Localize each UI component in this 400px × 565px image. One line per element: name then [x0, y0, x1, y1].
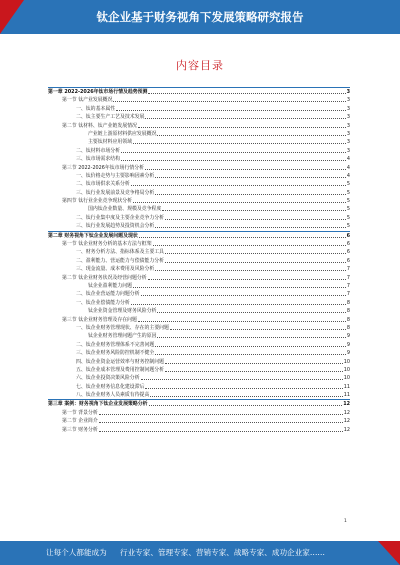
toc-leader-dots: [145, 113, 345, 119]
toc-entry-page: 7: [346, 282, 350, 289]
toc-leader-dots: [155, 222, 346, 228]
toc-entry[interactable]: [48, 113, 350, 121]
toc-entry-label: 二、钛材料市场分析: [76, 147, 121, 154]
toc-leader-dots: [139, 232, 346, 238]
toc-entry[interactable]: [48, 189, 350, 197]
toc-leader-dots: [155, 189, 346, 195]
toc-leader-dots: [165, 257, 346, 263]
toc-entry-label: 六、钛企业投资决策风险分析: [76, 375, 140, 382]
toc-leader-dots: [131, 180, 346, 186]
toc-entry-label: 二、钛主要生产工艺及技术发展: [76, 114, 145, 121]
footer-slogan: 让每个人都能成为: [46, 548, 107, 557]
toc-entry[interactable]: [48, 180, 350, 188]
toc-leader-dots: [157, 130, 345, 136]
toc-entry-page: 12: [343, 426, 350, 433]
toc-leader-dots: [149, 400, 343, 406]
toc-entry-label: 第三节 财务分析: [62, 426, 98, 433]
toc-entry-page: 5: [346, 214, 350, 221]
toc-leader-dots: [155, 341, 346, 347]
toc-entry[interactable]: [48, 240, 350, 248]
toc-leader-dots: [99, 426, 343, 432]
toc-leader-dots: [148, 274, 346, 280]
toc-entry-label: 一、钛企业偿债能力分析: [76, 299, 130, 306]
toc-entry[interactable]: [48, 257, 350, 265]
toc-entry-page: 12: [343, 401, 350, 408]
toc-entry[interactable]: [48, 231, 350, 240]
toc-entry-label: 五、钛企业成本管理及费用控制问题分析: [76, 366, 165, 373]
toc-leader-dots: [157, 332, 345, 338]
toc-leader-dots: [162, 205, 346, 211]
toc-entry-label: 第三节 2022-2026年钛市场行情分析: [62, 164, 145, 171]
toc-entry-page: 4: [346, 156, 350, 163]
toc-entry-label: 二、钛市场供求关系分析: [76, 181, 130, 188]
toc-entry-page: 3: [346, 89, 350, 95]
toc-leader-dots: [138, 316, 346, 322]
toc-entry-page: 9: [346, 350, 350, 357]
toc-entry-label: 第二节 钛材料、钛产业链发展情况: [62, 122, 137, 129]
toc-entry-page: 6: [346, 241, 350, 248]
toc-entry-label: 国内钛企业数量、规模及竞争程度: [88, 206, 162, 213]
toc-entry-label: 第三节 钛企业财务管理及存在问题: [62, 316, 137, 323]
toc-entry-page: 3: [346, 114, 350, 121]
footer-tagline: 行业专家、管理专家、营销专家、战略专家、成功企业家……: [120, 548, 326, 557]
toc-entry[interactable]: [48, 299, 350, 307]
toc-entry[interactable]: [48, 332, 350, 340]
toc-entry[interactable]: [48, 374, 350, 382]
toc-entry-label: 一、钛的基本属性: [76, 105, 116, 112]
footer-red-triangle: [378, 541, 400, 565]
toc-entry-label: 第一节 钛产业发展概况: [62, 97, 113, 104]
toc-leader-dots: [150, 391, 342, 397]
toc-entry-label: 第二节 钛企业财务状况及经营问题分析: [62, 274, 147, 281]
toc-entry[interactable]: [48, 96, 350, 104]
toc-entry-page: 6: [346, 249, 350, 256]
toc-entry-page: 7: [346, 291, 350, 298]
toc-entry-page: 3: [346, 139, 350, 146]
toc-leader-dots: [99, 409, 343, 415]
toc-entry-label: 产业链上游原材料供应发展概况: [88, 130, 157, 137]
toc-entry-label: 钛企业盈利能力问题: [88, 282, 133, 289]
toc-leader-dots: [148, 88, 345, 94]
toc-leader-dots: [165, 248, 346, 254]
toc-entry-label: 一、财务分析方法、指标体系及主要工具: [76, 249, 165, 256]
toc-entry[interactable]: [48, 417, 350, 425]
toc-entry[interactable]: [48, 290, 350, 298]
toc-leader-dots: [133, 282, 346, 288]
toc-entry-label: 三、现金流量、成本费用及风险分析: [76, 266, 155, 273]
toc-entry-label: 第一章 2022-2026年钛市场行情及趋势预测: [48, 89, 148, 95]
toc-entry[interactable]: [48, 324, 350, 332]
toc-entry-page: 10: [343, 358, 350, 365]
toc-entry-label: 二、钛企业财务管理体系不完善问题: [76, 341, 155, 348]
toc-entry-page: 4: [346, 172, 350, 179]
toc-leader-dots: [133, 138, 346, 144]
toc-entry-page: 6: [346, 257, 350, 264]
toc-entry[interactable]: [48, 426, 350, 434]
toc-entry[interactable]: [48, 155, 350, 163]
toc-entry-label: 三、钛市场需求结构: [76, 156, 121, 163]
toc-entry-page: 10: [343, 366, 350, 373]
toc-entry[interactable]: [48, 147, 350, 155]
toc-entry[interactable]: [48, 307, 350, 315]
toc-entry[interactable]: [48, 316, 350, 324]
toc-entry[interactable]: [48, 409, 350, 417]
toc-leader-dots: [113, 96, 345, 102]
toc-entry-page: 8: [346, 308, 350, 315]
toc-entry-label: 一、钛价格走势与主要影响因素分析: [76, 172, 155, 179]
table-of-contents: [48, 87, 350, 434]
toc-entry-page: 5: [346, 189, 350, 196]
toc-entry-page: 8: [346, 324, 350, 331]
toc-entry-label: 三、钛企业财务风险防控机制不健全: [76, 350, 155, 357]
toc-entry[interactable]: [48, 391, 350, 399]
toc-entry-label: 二、钛行业集中度及主要企业竞争力分析: [76, 214, 165, 221]
toc-heading: 内容目录: [176, 59, 224, 72]
toc-entry-label: 八、钛企业财务人员素质有待提高: [76, 392, 150, 399]
toc-leader-dots: [121, 155, 346, 161]
toc-entry-page: 5: [346, 206, 350, 213]
toc-entry-label: 第一节 背景分析: [62, 409, 98, 416]
toc-leader-dots: [165, 366, 343, 372]
toc-leader-dots: [141, 374, 343, 380]
toc-entry-page: 12: [343, 418, 350, 425]
toc-entry-page: 7: [346, 274, 350, 281]
toc-entry-page: 7: [346, 266, 350, 273]
toc-entry[interactable]: [48, 349, 350, 357]
toc-entry-label: 三、钛行业发展趋势及投资机会分析: [76, 223, 155, 230]
toc-leader-dots: [138, 122, 346, 128]
toc-leader-dots: [153, 240, 346, 246]
toc-entry-label: 第一节 钛企业财务分析的基本方法与框架: [62, 241, 152, 248]
toc-entry-label: 二、钛企业营运能力问题分析: [76, 291, 140, 298]
toc-leader-dots: [157, 307, 345, 313]
toc-entry-page: 3: [346, 97, 350, 104]
toc-entry-page: 9: [346, 333, 350, 340]
toc-leader-dots: [116, 105, 346, 111]
toc-leader-dots: [141, 290, 346, 296]
toc-entry-page: 3: [346, 130, 350, 137]
toc-entry[interactable]: [48, 122, 350, 130]
toc-entry-label: 四、钛企业资金运营效率与财务控制问题: [76, 358, 165, 365]
page-title: 钛企业基于财务视角下发展策略研究报告: [96, 10, 304, 24]
toc-entry-page: 6: [346, 232, 350, 239]
toc-leader-dots: [99, 417, 343, 423]
toc-entry[interactable]: [48, 383, 350, 391]
toc-entry[interactable]: [48, 214, 350, 222]
toc-leader-dots: [155, 172, 346, 178]
toc-entry-page: 3: [346, 105, 350, 112]
toc-entry[interactable]: [48, 138, 350, 146]
toc-entry-page: 5: [346, 198, 350, 205]
toc-entry-label: 第二章 财务视角下钛企业发展问题及现状: [48, 232, 138, 239]
toc-entry-page: 10: [343, 375, 350, 382]
toc-entry-label: 二、盈利能力、营运能力与偿债能力分析: [76, 257, 165, 264]
toc-leader-dots: [121, 147, 346, 153]
footer-banner: [0, 541, 400, 565]
toc-entry-page: 3: [346, 147, 350, 154]
toc-entry-label: 主要钛材料应用领域: [88, 139, 133, 146]
toc-entry-label: 三、钛行业发展前景及竞争格局分析: [76, 189, 155, 196]
toc-entry-page: 3: [346, 122, 350, 129]
toc-entry[interactable]: [48, 366, 350, 374]
toc-leader-dots: [165, 358, 343, 364]
toc-entry-page: 9: [346, 341, 350, 348]
toc-entry[interactable]: [48, 399, 350, 408]
toc-entry[interactable]: [48, 205, 350, 213]
toc-entry-label: 七、钛企业财务信息化建设滞后: [76, 383, 145, 390]
toc-entry-page: 8: [346, 316, 350, 323]
toc-entry-page: 11: [343, 383, 350, 390]
toc-leader-dots: [145, 383, 342, 389]
toc-entry-page: 5: [346, 223, 350, 230]
toc-entry[interactable]: [48, 164, 350, 172]
toc-entry-label: 钛企业资金管理及财务风险分析: [88, 308, 157, 315]
toc-leader-dots: [145, 164, 346, 170]
toc-leader-dots: [155, 349, 346, 355]
toc-leader-dots: [131, 299, 346, 305]
toc-leader-dots: [133, 197, 346, 203]
toc-entry[interactable]: [48, 341, 350, 349]
toc-entry[interactable]: [48, 172, 350, 180]
toc-entry-page: 12: [343, 409, 350, 416]
toc-entry[interactable]: [48, 222, 350, 230]
toc-entry[interactable]: [48, 282, 350, 290]
toc-entry-label: 第四节 钛行业企业竞争现状分析: [62, 198, 133, 205]
toc-leader-dots: [170, 324, 346, 330]
header-banner: [0, 0, 400, 34]
toc-entry-page: 5: [346, 181, 350, 188]
toc-entry[interactable]: [48, 358, 350, 366]
toc-entry-label: 钛企业财务管理问题产生的原因: [88, 333, 157, 340]
toc-entry[interactable]: [48, 105, 350, 113]
toc-entry-page: 11: [343, 392, 350, 399]
toc-entry[interactable]: [48, 130, 350, 138]
toc-leader-dots: [165, 214, 346, 220]
toc-entry[interactable]: [48, 248, 350, 256]
toc-entry[interactable]: [48, 265, 350, 273]
toc-entry[interactable]: [48, 274, 350, 282]
toc-entry[interactable]: [48, 87, 350, 96]
toc-entry-label: 第三章 案例：财务视角下钛企业发展策略分析: [48, 401, 148, 408]
toc-entry[interactable]: [48, 197, 350, 205]
toc-leader-dots: [155, 265, 346, 271]
toc-entry-label: 一、钛企业财务管理现状、存在的主要问题: [76, 324, 169, 331]
page-number: 1: [344, 519, 347, 524]
toc-entry-page: 4: [346, 164, 350, 171]
toc-entry-page: 8: [346, 299, 350, 306]
toc-entry-label: 第二节 企业简介: [62, 418, 98, 425]
